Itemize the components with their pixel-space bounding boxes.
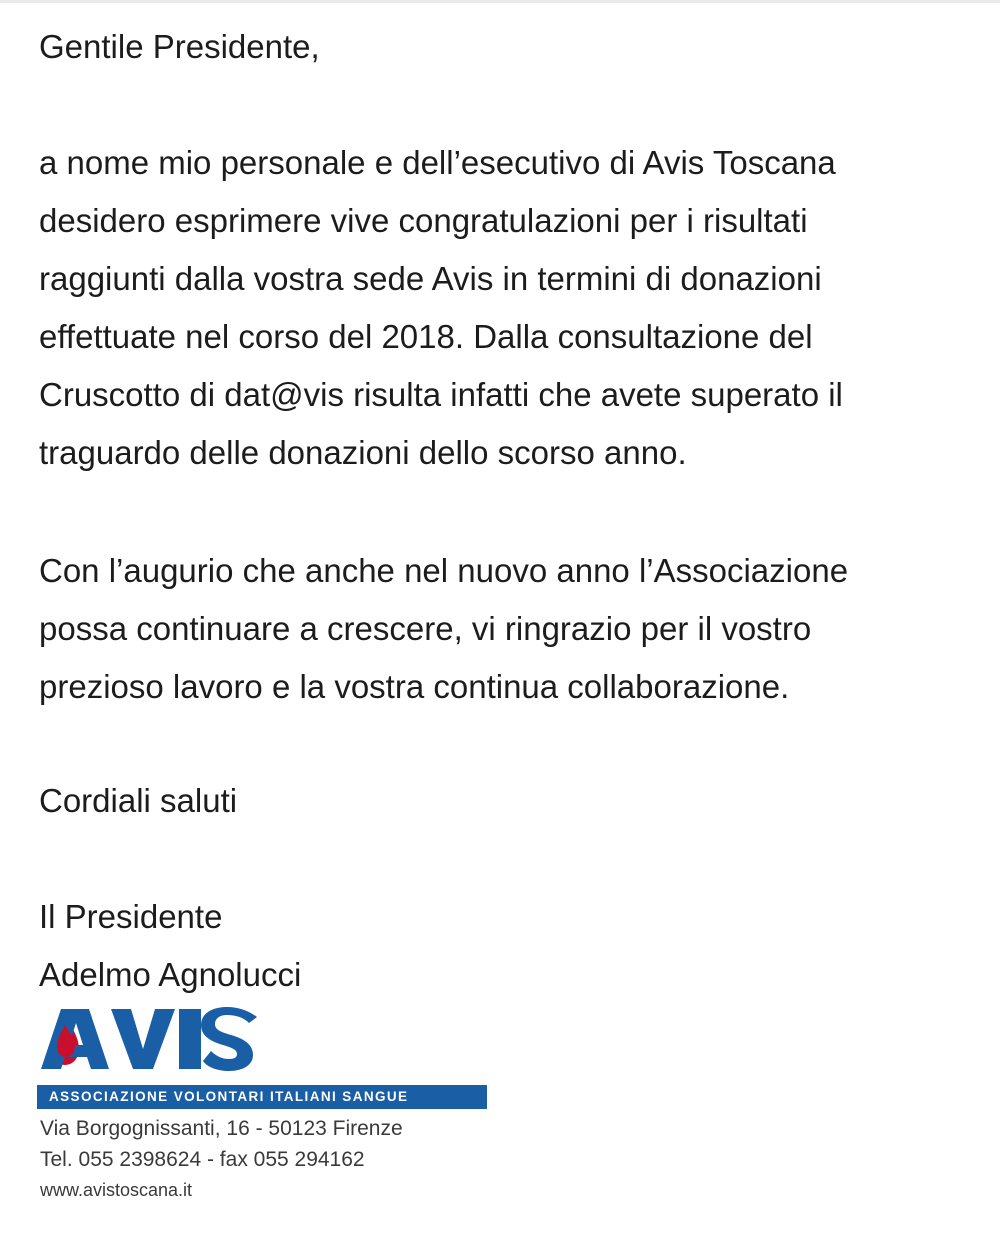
paragraph-line: Con l’augurio che anche nel nuovo anno l’Associazione [39, 552, 849, 589]
greeting: Gentile Presidente, [39, 28, 320, 65]
paragraph-line: traguardo delle donazioni dello scorso anno. [39, 434, 687, 471]
paragraph-line: raggiunti dalla vostra sede Avis in termini di donazioni [39, 260, 822, 297]
paragraph-line: a nome mio personale e dell’esecutivo di Avis Toscana [39, 144, 836, 181]
paragraph-line: possa continuare a crescere, vi ringrazio per il vostro [39, 610, 812, 647]
logo-tagline-bar: ASSOCIAZIONE VOLONTARI ITALIANI SANGUE [37, 1085, 487, 1109]
paragraph-line: prezioso lavoro e la vostra continua collaborazione. [39, 668, 790, 705]
closing: Cordiali saluti [39, 782, 238, 819]
avis-wordmark-logo [37, 1003, 497, 1083]
paragraph-line: effettuate nel corso del 2018. Dalla consultazione del [39, 318, 813, 355]
signature-name: Adelmo Agnolucci [39, 956, 302, 993]
contact-line: Tel. 055 2398624 - fax 055 294162 [40, 1148, 365, 1171]
paragraph-congratulations [39, 134, 843, 482]
address-line: Via Borgognissanti, 16 - 50123 Firenze [40, 1117, 403, 1140]
paragraph-line: Cruscotto di dat@vis risulta infatti che avete superato il [39, 376, 843, 413]
paragraph-line: desidero esprimere vive congratulazioni per i risultati [39, 202, 808, 239]
top-divider [0, 0, 1000, 3]
website-line: www.avistoscana.it [40, 1180, 193, 1200]
paragraph-wishes [39, 542, 848, 716]
signature-role: Il Presidente [39, 898, 223, 935]
avis-letterhead-logo [37, 1003, 497, 1213]
